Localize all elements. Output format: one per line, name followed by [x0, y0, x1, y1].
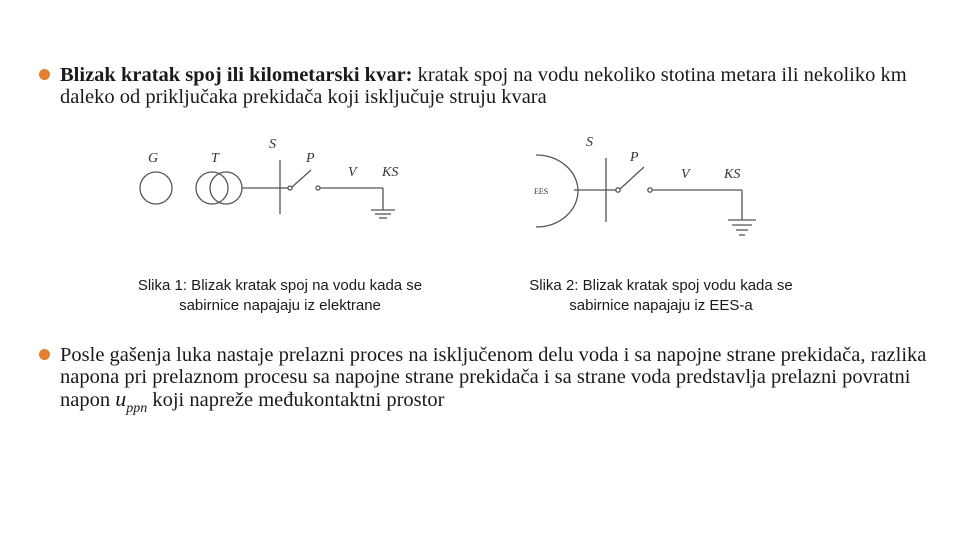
fig1-label-ks: KS	[382, 165, 399, 180]
fig1-label-p: P	[306, 151, 315, 166]
bullet-2-body: Posle gašenja luka nastaje prelazni proces na isključenom delu voda i sa napojne strane prekidača, razlika napona pri prelaznom procesu sa napojne strane prekidača i sa strane voda predstavlja prelazni povratni napon	[60, 344, 927, 411]
bullet-point-2	[39, 349, 50, 360]
figure-1-diagram	[128, 132, 428, 242]
fig2-label-v: V	[681, 167, 690, 182]
fig2-label-ks: KS	[724, 167, 741, 182]
figure-2-caption-line-2: sabirnice napajaju iz EES-a	[569, 297, 753, 314]
bullet-2-body-end: koji napreže međukontaktni prostor	[147, 389, 445, 411]
fig2-label-ees: EES	[534, 187, 549, 196]
figure-2-diagram	[526, 130, 776, 245]
figure-2-caption	[488, 276, 834, 316]
bullet-1-body: kratak spoj na vodu nekoliko stotina metara ili nekoliko km daleko od priključaka prekidača koji isključuje struju kvara	[60, 64, 907, 108]
figure-1-caption-line-1: Slika 1: Blizak kratak spoj na vodu kada se	[137, 277, 423, 294]
fig1-label-v: V	[348, 165, 357, 180]
fig2-label-s: S	[586, 135, 593, 150]
figure-2-caption-line-1: Slika 2: Blizak kratak spoj vodu kada se	[529, 277, 793, 294]
bullet-text-2	[60, 344, 930, 414]
bullet-text-1	[60, 64, 940, 108]
uppn-subscript: ppn	[126, 401, 148, 416]
fig2-label-p: P	[630, 150, 639, 165]
fig1-label-s: S	[269, 137, 276, 152]
bullet-1-heading: Blizak kratak spoj ili kilometarski kvar:	[60, 64, 413, 86]
figure-1-caption-line-2: sabirnice napajaju iz elektrane	[179, 297, 381, 314]
uppn-symbol: u	[115, 386, 127, 411]
fig1-label-g: G	[148, 151, 159, 166]
figure-1-caption	[98, 276, 462, 316]
bullet-point-1	[39, 69, 50, 80]
fig1-label-t: T	[211, 151, 219, 166]
